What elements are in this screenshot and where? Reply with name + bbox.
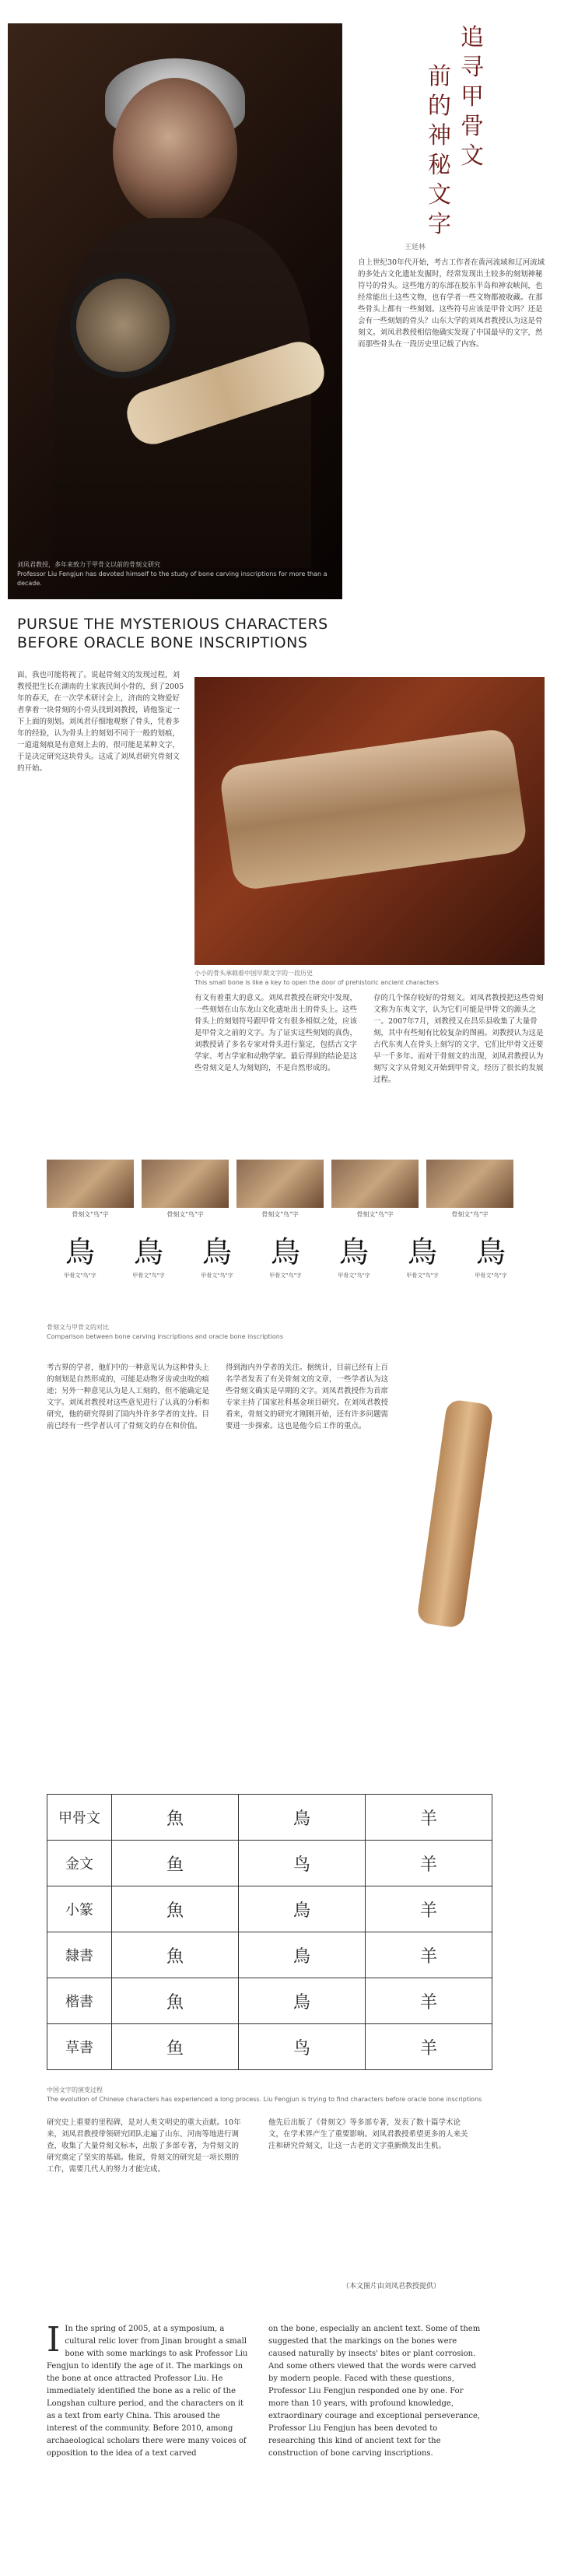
char-table-cell: 魚 — [112, 1795, 239, 1841]
oracle-glyph-label: 甲骨文"鸟"字 — [201, 1272, 233, 1279]
char-table-label: 草書 — [47, 2024, 112, 2070]
title-column-left: 前的神秘文字 — [428, 63, 451, 238]
magnifier — [70, 272, 176, 378]
char-table-cell: 魚 — [112, 1978, 239, 2024]
char-table-cell: 鳥 — [239, 1886, 366, 1932]
table-caption-en: The evolution of Chinese characters has experienced a long process. Liu Fengjun is trying to find characters before oracle bone inscriptions — [47, 2096, 482, 2103]
char-table-cell: 羊 — [366, 1841, 492, 1886]
char-table-cell: 鳥 — [239, 1978, 366, 2024]
oracle-glyph: 鳥 甲骨文"鸟"字 — [123, 1233, 174, 1279]
bone-thumb — [331, 1160, 419, 1219]
bone1-caption-en: This small bone is like a key to open the door of prehistoric ancient characters — [194, 979, 439, 986]
char-table-row — [47, 1978, 492, 2024]
char-table-cell: 羊 — [366, 1795, 492, 1841]
char-table-cell: 魚 — [112, 1886, 239, 1932]
char-table-label: 小篆 — [47, 1886, 112, 1932]
photo1-caption-en: Professor Liu Fengjun has devoted himself to the study of bone carving inscriptions for more than a decade. — [17, 570, 328, 587]
bone-thumb — [236, 1160, 324, 1219]
char-table-cell: 鸟 — [239, 1841, 366, 1886]
oracle-glyph-label: 甲骨文"鸟"字 — [406, 1272, 439, 1279]
english-text-1: In the spring of 2005, at a symposium, a cultural relic lover from Jinan brought a small bone with some markings to ask Professor Liu Fengjun to identify the age of it. The markings on the bone at once attracted Professor Liu. He immediately identified the bone as a relic of the Longshan culture period, and the characters on it as a text from early China. This aroused the interest of the community. Before 2010, among archaeological scholars there were many voices of opposition to the idea of a text carved — [47, 2325, 248, 2458]
bone-photo-2 — [408, 1401, 502, 1634]
char-table-cell: 魚 — [112, 1932, 239, 1978]
char-table-row — [47, 1841, 492, 1886]
bone-thumb-label: 骨刻文"鸟"字 — [261, 1211, 299, 1218]
char-table-label: 楷書 — [47, 1978, 112, 2024]
oracle-glyph-label: 甲骨文"鸟"字 — [269, 1272, 302, 1279]
bone1-caption-cn: 小小的骨头承载着中国早期文字的一段历史 — [194, 970, 313, 977]
column-5-text: 得到海内外学者的关注。据统计，目前已经有上百名学者发表了有关骨刻文的文章，一些学者认为这些骨刻文确实是早期的文字。刘凤君教授作为首席专家主持了国家社科基金项目研究。在刘凤君教授看来，骨刻文的研究才刚刚开始，还有许多问题需要进一步探索。这也是他今后工作的重点。 — [226, 1363, 389, 1430]
oracle-glyph: 鳥 甲骨文"鸟"字 — [465, 1233, 517, 1279]
char-table-cell: 鱼 — [112, 2024, 239, 2070]
column-3-text: 存的几个保存较好的骨刻文。刘凤君教授把这些骨刻文称为东夷文字，认为它们可能是甲骨文的源头之一。2007年7月，刘教授又在昌乐县收集了大量骨刻，其中有些刻有比较复杂的图画。刘教授认为这是古代东夷人在骨头上刻写的文字，它们比甲骨文还要早一千多年。而对于骨刻文的出现，刘凤君教授认为刻写文字从骨刻文开始到甲骨文，经历了很长的发展过程。 — [373, 994, 544, 1084]
char-table-cell: 羊 — [366, 1886, 492, 1932]
column-1-text: 面，我也可能将视了。说起骨刻文的发现过程，刘教授把生长在湖南的土家族民间小骨的，到了2005年的春天，在一次学术研讨会上，济南的文物爱好者拿着一块骨刻的小骨头找到刘教授，请他鉴定一下上面的刻划。刘凤君仔细地观察了骨头，凭着多年的经验，认为骨头上的刻划不同于一般的划痕，一道道刻痕是有意刻上去的，很可能是某种文字，于是决定研究这块骨头。这成了刘凤君研究骨刻文的开始。 — [17, 671, 184, 773]
char-table-cell: 鳥 — [239, 1795, 366, 1841]
compare-caption-en: Comparison between bone carving inscriptions and oracle bone inscriptions — [47, 1333, 284, 1340]
char-table-label: 甲骨文 — [47, 1795, 112, 1841]
char-table-cell: 鱼 — [112, 1841, 239, 1886]
bone-thumb-label: 骨刻文"鸟"字 — [72, 1211, 109, 1218]
bone-thumb-label: 骨刻文"鸟"字 — [451, 1211, 489, 1218]
char-table-row — [47, 2024, 492, 2070]
oracle-glyph: 鳥 甲骨文"鸟"字 — [397, 1233, 448, 1279]
bone-thumb-label: 骨刻文"鸟"字 — [166, 1211, 204, 1218]
column-7-text: 他先后出版了《骨刻文》等多部专著，发表了数十篇学术论文，在学术界产生了重要影响。刘凤君教授希望更多的人来关注和研究骨刻文，让这一古老的文字重新焕发出生机。 — [268, 2118, 468, 2150]
char-table-row — [47, 1886, 492, 1932]
oracle-glyph: 鳥 甲骨文"鸟"字 — [191, 1233, 243, 1279]
bone-photo — [194, 677, 545, 965]
intro-text: 自上世纪30年代开始，考古工作者在黄河流域和辽河流域的多处古文化遗址发掘时，经常发现出土较多的刻划神秘符号的骨头。这些地方的东部在胶东半岛和神农峡间，也经常能出土这些文物，也有学者一些文物都被收藏。在那些骨头上都有一些刻划。这些符号应该是甲骨文吗？还是会有一些刻划的骨头？山东大学的刘凤君教授认为这是骨刻文。刘凤君教授相信他确实发现了中国最早的文字，然而那些骨头在一段历史里记载了内容。 — [358, 258, 545, 349]
table-caption-cn: 中国文字的演变过程 — [47, 2086, 103, 2093]
head-shape — [113, 78, 237, 226]
oracle-glyph-label: 甲骨文"鸟"字 — [64, 1272, 96, 1279]
column-6-text: 研究史上重要的里程碑，是对人类文明史的重大贡献。10年来，刘凤君教授带领研究团队走遍了山东、河南等地进行调查，收集了大量骨刻文标本，出版了多部专著，为骨刻文的研究奠定了坚实的基础。他说，骨刻文的研究是一项长期的工作，需要几代人的努力才能完成。 — [47, 2118, 241, 2174]
byline: 王延林 — [405, 244, 426, 251]
oracle-glyph-label: 甲骨文"鸟"字 — [338, 1272, 370, 1279]
source-note: （本文图片由刘凤君教授提供） — [342, 2283, 441, 2290]
bone-thumb — [426, 1160, 513, 1219]
char-table-label: 金文 — [47, 1841, 112, 1886]
char-table-cell: 羊 — [366, 1978, 492, 2024]
bone-thumb — [142, 1160, 229, 1219]
char-table-cell: 鳥 — [239, 1932, 366, 1978]
english-column-1 — [47, 2320, 253, 2557]
oracle-glyph: 鳥 甲骨文"鸟"字 — [260, 1233, 311, 1279]
char-table-cell: 羊 — [366, 2024, 492, 2070]
bone-thumb-label: 骨刻文"鸟"字 — [356, 1211, 394, 1218]
char-table-cell: 鸟 — [239, 2024, 366, 2070]
char-table-row — [47, 1795, 492, 1841]
comparison-strip — [47, 1160, 545, 1323]
oracle-glyph-label: 甲骨文"鸟"字 — [132, 1272, 165, 1279]
english-column-2: on the bone, especially an ancient text. Some of them suggested that the markings on the bones were caused naturally by insects' bites or plant corrosion. And some others viewed that the words were carved by modern people. Faced with these questions, Professor Liu Fengjun responded one by one. For more than 10 years, with profound knowledge, extraordinary courage and exceptional perseverance, Professor Liu Fengjun has been devoted to researching this kind of ancient text for the construction of bone carving inscriptions. — [268, 2325, 481, 2458]
oracle-glyph: 鳥 甲骨文"鸟"字 — [54, 1233, 106, 1279]
compare-caption-cn: 骨刻文与甲骨文的对比 — [47, 1324, 109, 1331]
heading-line1: PURSUE THE MYSTERIOUS CHARACTERS — [17, 616, 328, 633]
char-table-label: 隸書 — [47, 1932, 112, 1978]
column-4-text: 考古界的学者，他们中的一种意见认为这种骨头上的刻划是自然形成的，可能是动物牙齿或虫咬的痕迹；另外一种意见认为是人工刻的，但不能确定是文字。刘凤君教授对这些意见进行了认真的分析和研究，他的研究得到了国内外许多学者的支持。目前已经有一些学者认可了骨刻文的存在和价值。 — [47, 1363, 210, 1430]
char-table-cell: 羊 — [366, 1932, 492, 1978]
heading-line2: BEFORE ORACLE BONE INSCRIPTIONS — [17, 634, 308, 651]
photo1-caption-cn: 刘凤君教授，多年来致力于甲骨文以前的骨刻文研究 — [17, 561, 160, 568]
dropcap-letter: I — [47, 2320, 61, 2360]
bone-thumb — [47, 1160, 134, 1219]
char-table-wrap — [47, 1794, 492, 2070]
column-2-text: 有文有着重大的意义。刘凤君教授在研究中发现，一些刻划在山东龙山文化遗址出土的骨头上。这些骨头上的刻划符号跟甲骨文有很多相似之处，应该是甲骨文之前的文字。为了证实这些刻划的真伪，刘教授请了多名专家对骨头进行鉴定，包括古文字学家、考古学家和动物学家。最后得到的结论是这些骨刻文是人为刻划的，不是自然形成的。 — [194, 994, 358, 1072]
char-evolution-table — [47, 1794, 492, 2070]
char-table-row — [47, 1932, 492, 1978]
oracle-glyph: 鳥 甲骨文"鸟"字 — [328, 1233, 380, 1279]
title-column-right: 追寻甲骨文 — [461, 24, 484, 170]
hero-photo — [8, 23, 342, 599]
oracle-glyph-label: 甲骨文"鸟"字 — [475, 1272, 507, 1279]
